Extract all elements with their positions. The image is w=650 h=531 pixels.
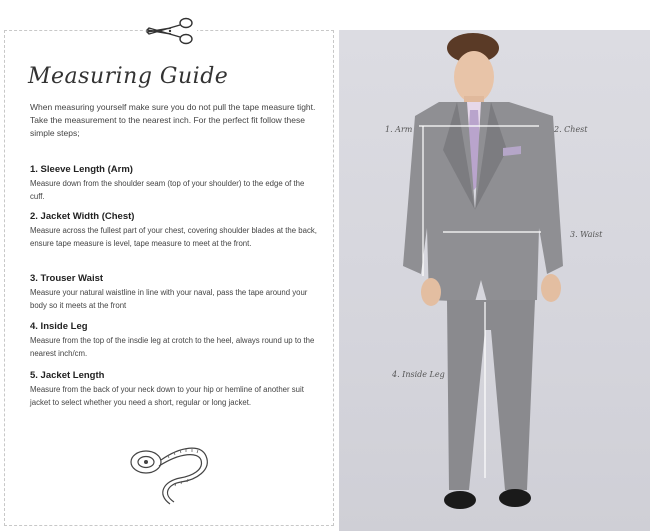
scissors-icon [143, 14, 197, 48]
step-trouser-waist [30, 273, 320, 313]
step-heading: 3. Trouser Waist [30, 273, 104, 284]
chest-label: 2. Chest [554, 125, 588, 134]
guide-title: Measuring Guide [28, 64, 229, 89]
step-text: Measure your natural waistline in line with your naval, pass the tape around your body so it meets at the front [30, 288, 308, 310]
inside-leg-label: 4. Inside Leg [392, 370, 445, 379]
step-text: Measure down from the shoulder seam (top of your shoulder) to the edge of the cuff. [30, 179, 305, 201]
model-photo [339, 30, 650, 531]
step-text: Measure from the back of your neck down to your hip or hemline of another suit jacket to select whether you need a short, regular or long jacket. [30, 385, 304, 407]
model-in-suit [339, 30, 650, 531]
tape-measure-icon [126, 436, 218, 508]
step-inside-leg [30, 321, 320, 361]
step-heading: 1. Sleeve Length (Arm) [30, 164, 133, 175]
step-heading: 2. Jacket Width (Chest) [30, 211, 135, 222]
step-text: Measure from the top of the insdie leg at crotch to the heel, always round up to the nearest inch/cm. [30, 336, 315, 358]
step-heading: 5. Jacket Length [30, 370, 105, 381]
arm-label: 1. Arm [385, 125, 413, 134]
step-heading: 4. Inside Leg [30, 321, 88, 332]
step-jacket-width [30, 211, 320, 251]
step-sleeve-length [30, 164, 320, 204]
guide-intro: When measuring yourself make sure you do not pull the tape measure tight. Take the measurement to the nearest inch. For the perfect fit follow these simple steps; [30, 102, 316, 138]
waist-label: 3. Waist [570, 230, 603, 239]
step-jacket-length [30, 370, 320, 410]
step-text: Measure across the fullest part of your chest, covering shoulder blades at the back, ensure tape measure is level, tape measure to meet at the front. [30, 226, 317, 248]
